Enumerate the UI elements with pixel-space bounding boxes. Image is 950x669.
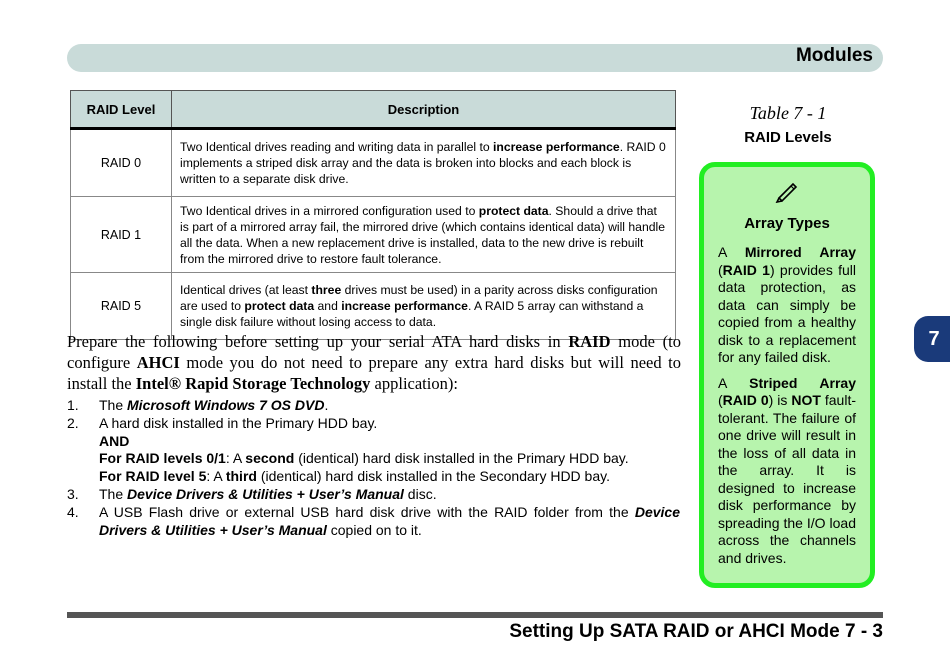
table-row	[71, 197, 676, 273]
list-item: 4. A USB Flash drive or external USB hard disk drive with the RAID folder from the Device Drivers & Utilities + User’s Manual copied on to it.	[67, 503, 680, 538]
table-row	[71, 129, 676, 197]
description-cell: Identical drives (at least three drives must be used) in a parity across disks configuration are used to protect data and increase performance. A RAID 5 array can withstand a single disk failure without losing access to data.	[172, 273, 676, 340]
chapter-tab: 7	[914, 316, 950, 362]
raid-level-cell: RAID 5	[71, 273, 172, 340]
description-cell: Two Identical drives reading and writing data in parallel to increase performance. RAID 0 implements a striped disk array and the data is broken into blocks and each block is written to a separate disk drive.	[172, 129, 676, 197]
list-item: 2. A hard disk installed in the Primary HDD bay. AND For RAID levels 0/1: A second (identical) hard disk installed in the Primary HDD bay. For RAID level 5: A third (identical) hard disk installed in the Secondary HDD bay.	[67, 414, 629, 485]
footer-title: Setting Up SATA RAID or AHCI Mode 7 - 3	[509, 621, 883, 642]
raid-level-cell: RAID 1	[71, 197, 172, 273]
chapter-title: Modules	[795, 45, 873, 66]
table-caption	[700, 103, 876, 146]
pencil-icon	[718, 179, 856, 203]
raid-level-cell: RAID 0	[71, 129, 172, 197]
note-title: Array Types	[744, 215, 830, 232]
note-paragraph-striped: A Striped Array (RAID 0) is NOT fault-tolerant. The failure of one drive will result in the loss of all data in the array. It is designed to increase disk performance by spreading the I/O load across the channels and drives.	[718, 374, 856, 566]
preparation-list	[67, 397, 680, 539]
column-header-raid-level: RAID Level	[71, 91, 172, 129]
array-types-note	[699, 162, 875, 588]
header-bar	[67, 44, 883, 72]
column-header-description: Description	[172, 91, 676, 129]
table-name: RAID Levels	[744, 129, 832, 146]
table-header-row	[71, 91, 676, 129]
list-item: 3. The Device Drivers & Utilities + User’s Manual disc.	[67, 485, 437, 502]
footer-bar	[67, 612, 883, 618]
table-number: Table 7 - 1	[749, 103, 827, 123]
intro-paragraph: Prepare the following before setting up your serial ATA hard disks in RAID mode (to configure AHCI mode you do not need to prepare any extra hard disks but will need to install the Intel® Rapid Storage Technology application):	[67, 332, 681, 393]
raid-levels-table	[70, 90, 676, 340]
description-cell: Two Identical drives in a mirrored configuration used to protect data. Should a drive that is part of a mirrored array fail, the mirrored drive (which contains identical data) will handle all the data. When a new replacement drive is installed, data to the new drive is rebuilt from the mirrored drive to restore fault tolerance.	[172, 197, 676, 273]
table-row	[71, 273, 676, 340]
note-paragraph-mirrored: A Mirrored Array (RAID 1) provides full data protection, as data can simply be copied from a healthy disk to a replacement for any failed disk.	[718, 244, 856, 365]
list-item: 1. The Microsoft Windows 7 OS DVD.	[67, 397, 329, 413]
